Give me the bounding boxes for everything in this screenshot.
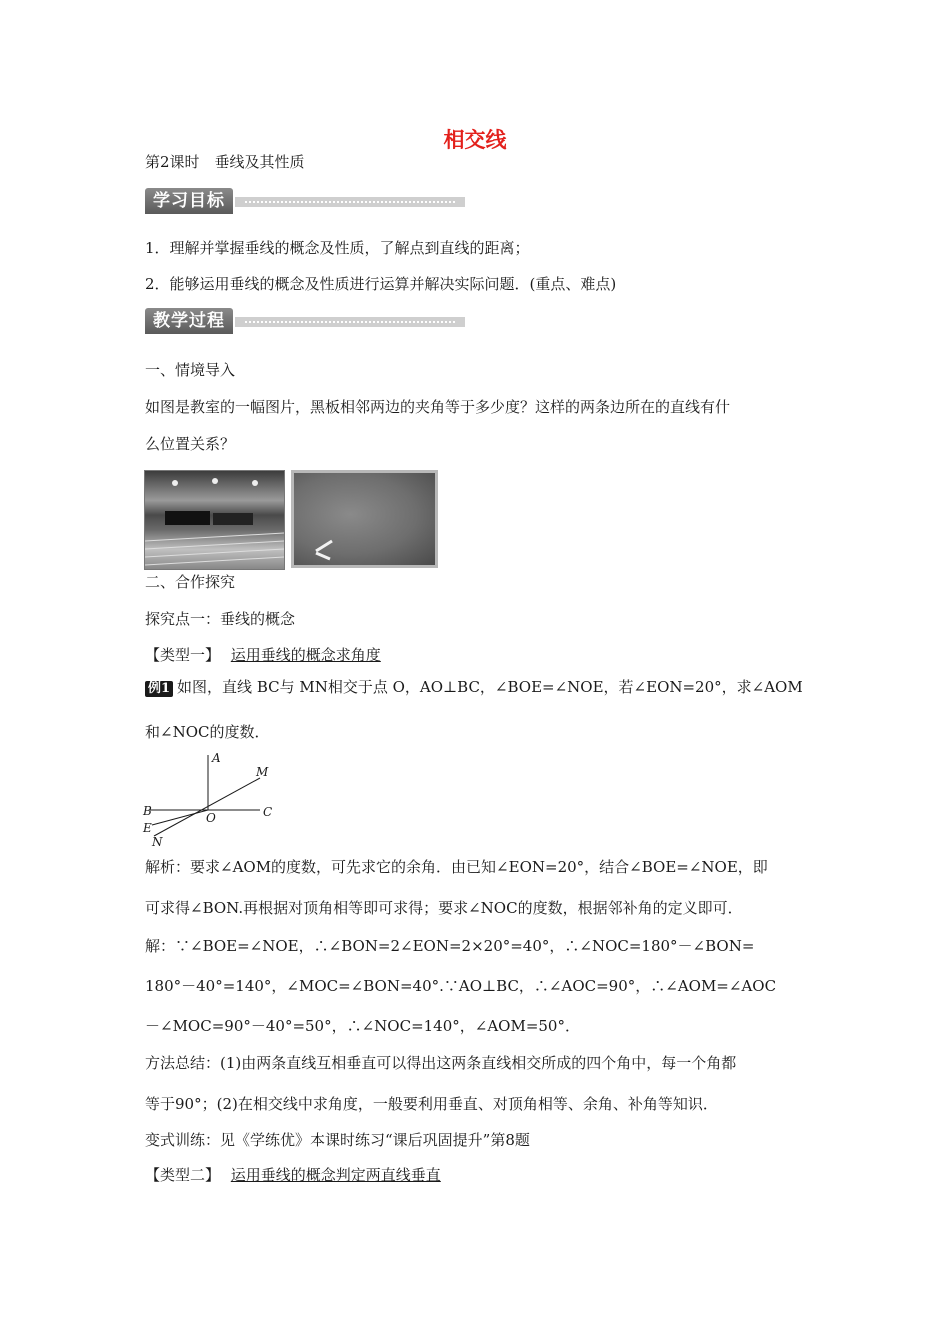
ray-oe [152, 810, 208, 825]
intersecting-lines-diagram [140, 750, 280, 850]
example-line2: 和∠NOC的度数． [145, 723, 270, 741]
page-title: 相交线 [443, 128, 507, 152]
lesson-subtitle: 第2课时 垂线及其性质 [145, 153, 305, 171]
part1-text-line2: 么位置关系？ [145, 435, 236, 453]
variant-exercise: 变式训练：见《学练优》本课时练习“课后巩固提升”第8题 [145, 1131, 530, 1149]
label-m: M [256, 765, 269, 779]
label-c: C [263, 805, 273, 819]
solution-line3: －∠MOC=90°－40°=50°，∴∠NOC=140°，∠AOM=50°． [145, 1017, 580, 1035]
section-label: 学习目标 [145, 188, 233, 214]
type1-title: 运用垂线的概念求角度 [230, 646, 381, 664]
type2-line [145, 1165, 441, 1185]
method-line2: 等于90°；(2)在相交线中求角度，一般要利用垂直、对顶角相等、余角、补角等知识． [145, 1095, 718, 1113]
classroom-photo [144, 470, 285, 570]
part1-text-line1: 如图是教室的一幅图片，黑板相邻两边的夹角等于多少度？这样的两条边所在的直线有什 [145, 398, 731, 416]
analysis-line2: 可求得∠BON.再根据对顶角相等即可求得；要求∠NOC的度数，根据邻补角的定义即可． [145, 899, 743, 917]
label-o: O [206, 811, 216, 825]
method-line1: 方法总结：(1)由两条直线互相垂直可以得出这两条直线相交所成的四个角中，每一个角都 [145, 1054, 737, 1072]
part1-heading: 一、情境导入 [145, 361, 236, 379]
label-e: E [143, 821, 152, 835]
type2-title: 运用垂线的概念判定两直线垂直 [230, 1166, 441, 1184]
line-mn [154, 778, 260, 836]
label-n: N [152, 835, 163, 849]
section-header-objectives [145, 188, 465, 214]
solution-line1: 解：∵∠BOE=∠NOE，∴∠BON=2∠EON=2×20°=40°，∴∠NOC=180°－∠BON= [145, 937, 755, 955]
blackboard-photo [291, 470, 438, 568]
objective-1: 1．理解并掌握垂线的概念及性质，了解点到直线的距离； [145, 239, 530, 257]
example-line1 [145, 677, 803, 697]
example-text-1: 如图，直线 BC与 MN相交于点 O，AO⊥BC，∠BOE=∠NOE，若∠EON=20°，求∠AOM [177, 678, 803, 696]
example-badge: 例1 [145, 681, 173, 697]
objective-2: 2．能够运用垂线的概念及性质进行运算并解决实际问题．(重点、难点) [145, 275, 617, 293]
label-a: A [212, 751, 221, 765]
label-b: B [143, 804, 152, 818]
section-label: 教学过程 [145, 308, 233, 334]
type1-tag: 【类型一】 [145, 646, 221, 664]
type2-tag: 【类型二】 [145, 1166, 221, 1184]
solution-line2: 180°－40°=140°，∠MOC=∠BON=40°.∵AO⊥BC，∴∠AOC=90°，∴∠AOM=∠AOC [145, 977, 777, 995]
section-dots [245, 201, 455, 203]
type1-line [145, 645, 381, 665]
explore-point-1: 探究点一：垂线的概念 [145, 610, 296, 628]
section-header-process [145, 308, 465, 334]
part2-heading: 二、合作探究 [145, 573, 236, 591]
section-dots [245, 321, 455, 323]
analysis-line1: 解析：要求∠AOM的度数，可先求它的余角．由已知∠EON=20°，结合∠BOE=∠NOE，即 [145, 858, 768, 876]
